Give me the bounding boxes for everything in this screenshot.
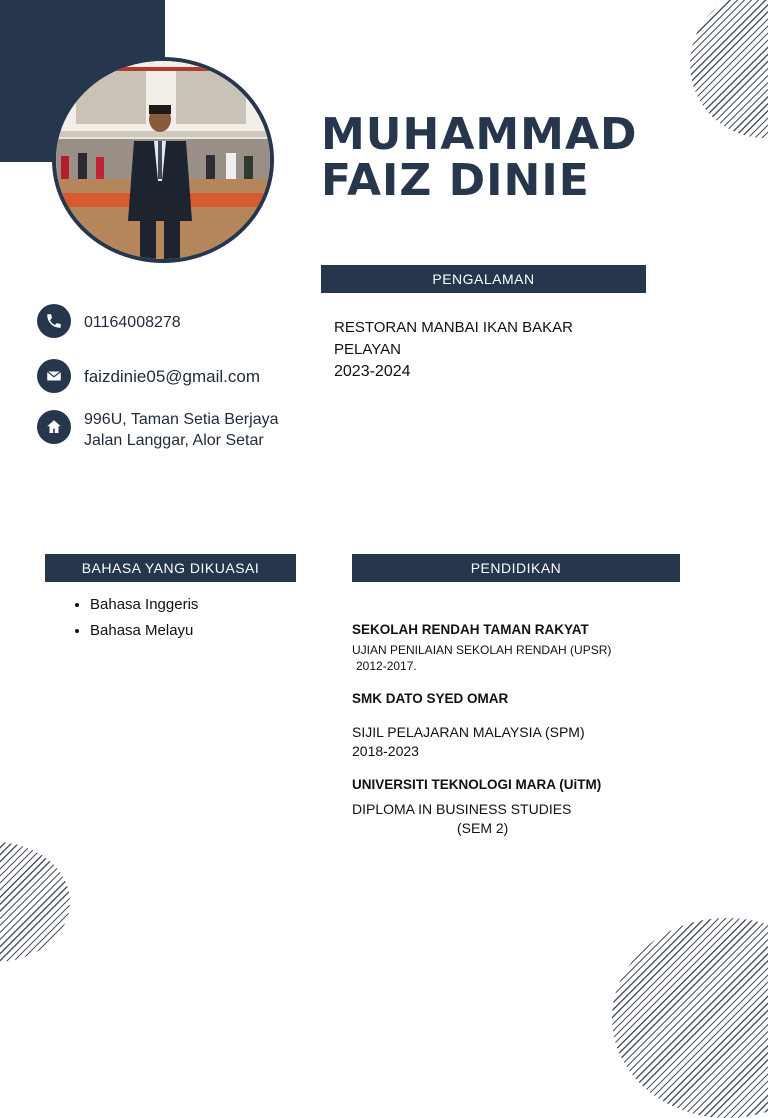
education-semester: (SEM 2): [457, 820, 509, 836]
education-qualification: SIJIL PELAJARAN MALAYSIA (SPM): [352, 724, 585, 740]
education-school: UNIVERSITI TEKNOLOGI MARA (UiTM): [352, 777, 602, 792]
home-icon: [37, 410, 71, 444]
education-school: SMK DATO SYED OMAR: [352, 691, 509, 706]
name-line-1: MUHAMMAD: [321, 109, 638, 160]
education-years: 2018-2023: [352, 743, 419, 759]
profile-photo: [52, 57, 274, 263]
phone-number: 01164008278: [84, 314, 181, 331]
envelope-icon: [37, 359, 71, 393]
name-line-2: FAIZ DINIE: [321, 155, 590, 206]
experience-years: 2023-2024: [334, 363, 411, 380]
language-item: • Bahasa Melayu: [90, 622, 198, 639]
hatched-circle-decoration: [690, 0, 768, 138]
hatched-circle-decoration: [0, 842, 70, 962]
education-header: PENDIDIKAN: [352, 554, 680, 582]
hatched-circle-decoration: [612, 918, 768, 1118]
address-line-1: 996U, Taman Setia Berjaya: [84, 411, 279, 428]
experience-company: RESTORAN MANBAI IKAN BAKAR: [334, 319, 573, 336]
languages-list: [72, 596, 198, 648]
education-school: SEKOLAH RENDAH TAMAN RAKYAT: [352, 622, 589, 637]
education-years: 2012-2017.: [356, 659, 417, 673]
language-item: • Bahasa Inggeris: [90, 596, 198, 613]
languages-header: BAHASA YANG DIKUASAI: [45, 554, 296, 582]
email-address: faizdinie05@gmail.com: [84, 367, 261, 386]
address-line-2: Jalan Langgar, Alor Setar: [84, 432, 264, 449]
experience-role: PELAYAN: [334, 341, 401, 358]
experience-header: PENGALAMAN: [321, 265, 646, 293]
education-qualification: UJIAN PENILAIAN SEKOLAH RENDAH (UPSR): [352, 643, 612, 657]
profile-photo-image: [56, 61, 270, 259]
phone-icon: [37, 304, 71, 338]
education-qualification: DIPLOMA IN BUSINESS STUDIES: [352, 801, 572, 817]
